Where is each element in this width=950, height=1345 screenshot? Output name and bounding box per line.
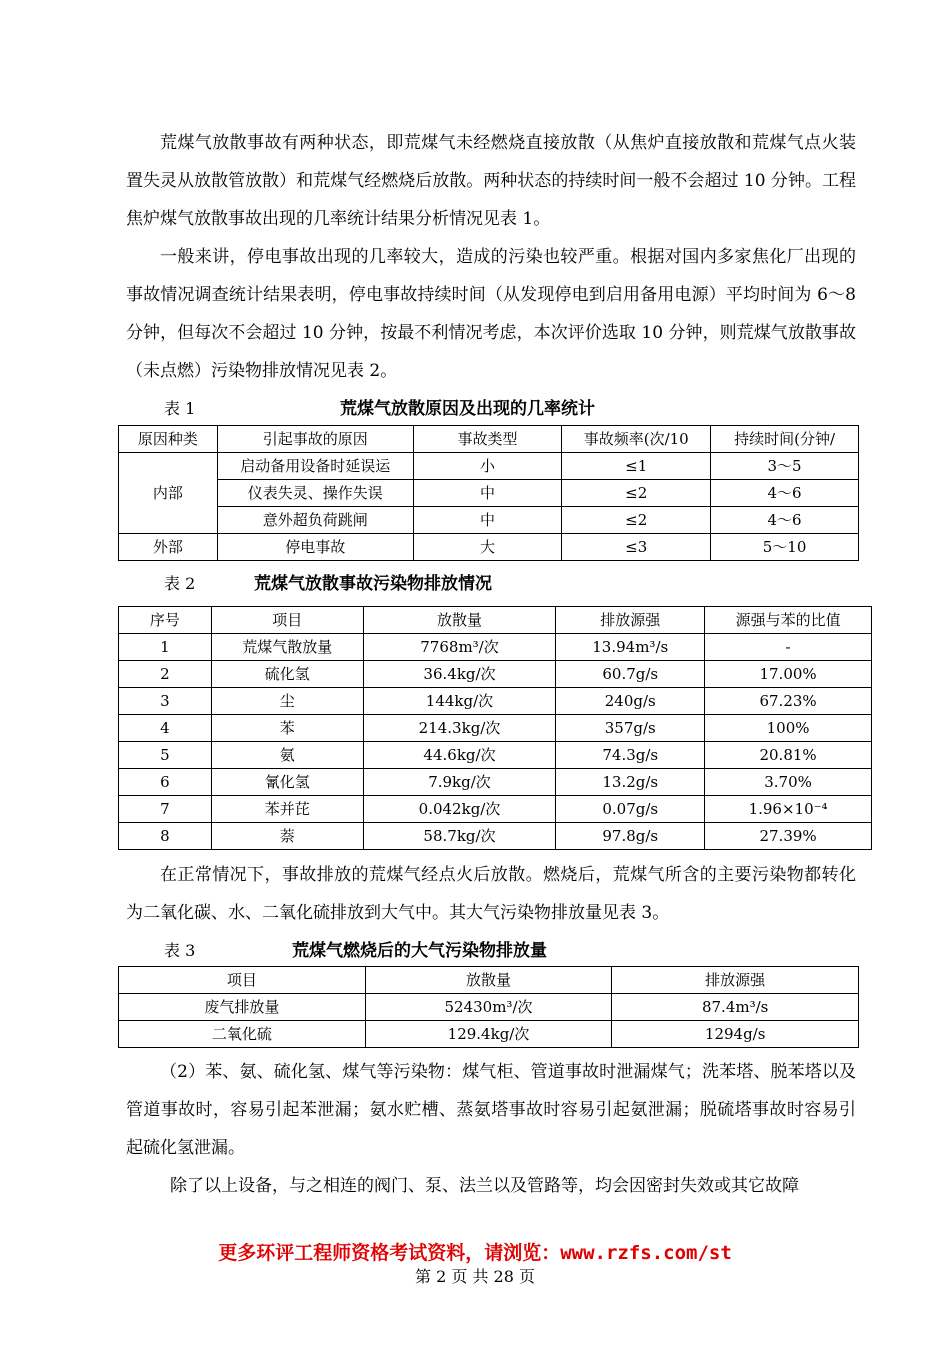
table2-header-cell: 序号 bbox=[119, 607, 212, 634]
table-cell: 100% bbox=[705, 715, 872, 742]
table-cell: 5～10 bbox=[711, 534, 859, 561]
table-row bbox=[119, 769, 872, 796]
table-cell: 氨 bbox=[211, 742, 363, 769]
table-cell: 74.3g/s bbox=[556, 742, 705, 769]
table-cell: 7 bbox=[119, 796, 212, 823]
table-cell: ≤2 bbox=[562, 480, 711, 507]
table-cell: 87.4m³/s bbox=[612, 994, 859, 1021]
table-cell: 尘 bbox=[211, 688, 363, 715]
table2-label: 表 2 bbox=[164, 574, 196, 593]
paragraph-1-text: 荒煤气放散事故有两种状态，即荒煤气未经燃烧直接放散（从焦炉直接放散和荒煤气点火装置失灵从放散管放散）和荒煤气经燃烧后放散。两种状态的持续时间一般不会超过 10 分钟。工程焦炉煤气放散事故出现的几率统计结果分析情况见表 1。 bbox=[126, 133, 856, 229]
table-cell: 萘 bbox=[211, 823, 363, 850]
table-row bbox=[119, 742, 872, 769]
table-cell: 6 bbox=[119, 769, 212, 796]
table2-caption bbox=[164, 572, 492, 596]
table-cell: ≤1 bbox=[562, 453, 711, 480]
table3-header-cell: 项目 bbox=[119, 967, 366, 994]
table-cell: 4 bbox=[119, 715, 212, 742]
table-row bbox=[119, 453, 859, 480]
table-cell: 20.81% bbox=[705, 742, 872, 769]
table-cell: 启动备用设备时延误运 bbox=[217, 453, 413, 480]
table-cell: 0.07g/s bbox=[556, 796, 705, 823]
table-cell: 意外超负荷跳闸 bbox=[217, 507, 413, 534]
table-cell: 17.00% bbox=[705, 661, 872, 688]
table-cell: 停电事故 bbox=[217, 534, 413, 561]
table-cell: 硫化氢 bbox=[211, 661, 363, 688]
table-cell: 4～6 bbox=[711, 507, 859, 534]
table-cell: 7.9kg/次 bbox=[363, 769, 556, 796]
table-row bbox=[119, 507, 859, 534]
table-cell: 小 bbox=[413, 453, 562, 480]
table1-header-cell: 持续时间(分钟/ bbox=[711, 426, 859, 453]
paragraph-5-text: 除了以上设备，与之相连的阀门、泵、法兰以及管路等，均会因密封失效或其它故障 bbox=[170, 1176, 799, 1196]
table-cell: - bbox=[705, 634, 872, 661]
table3-header-row bbox=[119, 967, 859, 994]
paragraph-1 bbox=[126, 124, 856, 238]
table-cell: 5 bbox=[119, 742, 212, 769]
table-cell: 357g/s bbox=[556, 715, 705, 742]
table-row bbox=[119, 715, 872, 742]
table-cell: 大 bbox=[413, 534, 562, 561]
table-cell: 3.70% bbox=[705, 769, 872, 796]
paragraph-4 bbox=[126, 1053, 856, 1167]
table1-header-cell: 事故类型 bbox=[413, 426, 562, 453]
table-cell: 二氧化硫 bbox=[119, 1021, 366, 1048]
table-cell: 仪表失灵、操作失误 bbox=[217, 480, 413, 507]
table1-label: 表 1 bbox=[164, 399, 196, 418]
table2-title: 荒煤气放散事故污染物排放情况 bbox=[254, 574, 492, 594]
table-cell: 67.23% bbox=[705, 688, 872, 715]
paragraph-2 bbox=[126, 238, 856, 390]
table-cell: 13.2g/s bbox=[556, 769, 705, 796]
table-cell: 214.3kg/次 bbox=[363, 715, 556, 742]
table-cell: 36.4kg/次 bbox=[363, 661, 556, 688]
table-cell: 中 bbox=[413, 480, 562, 507]
table-row bbox=[119, 796, 872, 823]
table2-header-cell: 项目 bbox=[211, 607, 363, 634]
table-cell: 58.7kg/次 bbox=[363, 823, 556, 850]
table-cell: 3 bbox=[119, 688, 212, 715]
table3-header-cell: 放散量 bbox=[365, 967, 612, 994]
table1-header-row bbox=[119, 426, 859, 453]
table-cell: 1294g/s bbox=[612, 1021, 859, 1048]
table-cell: 氰化氢 bbox=[211, 769, 363, 796]
page-number: 第 2 页 共 28 页 bbox=[415, 1267, 535, 1286]
paragraph-3 bbox=[126, 856, 856, 932]
table-cell: 0.042kg/次 bbox=[363, 796, 556, 823]
table-row bbox=[119, 480, 859, 507]
footer-promo-link[interactable]: 更多环评工程师资格考试资料，请浏览：www.rzfs.com/st bbox=[218, 1242, 732, 1264]
table3 bbox=[118, 966, 859, 1048]
table-row bbox=[119, 994, 859, 1021]
table1-group-internal: 内部 bbox=[119, 453, 218, 534]
table-row bbox=[119, 823, 872, 850]
table-row bbox=[119, 634, 872, 661]
table2-header-row bbox=[119, 607, 872, 634]
table-cell: 7768m³/次 bbox=[363, 634, 556, 661]
table-cell: 97.8g/s bbox=[556, 823, 705, 850]
table-cell: 52430m³/次 bbox=[365, 994, 612, 1021]
table-cell: ≤3 bbox=[562, 534, 711, 561]
table-cell: 240g/s bbox=[556, 688, 705, 715]
paragraph-2-text: 一般来讲，停电事故出现的几率较大，造成的污染也较严重。根据对国内多家焦化厂出现的事故情况调查统计结果表明，停电事故持续时间（从发现停电到启用备用电源）平均时间为 6～8 分钟，但每次不会超过 10 分钟，按最不利情况考虑，本次评价选取 10 分钟，则荒煤气放散事故（未点燃）污染物排放情况见表 2。 bbox=[126, 247, 856, 381]
paragraph-4-text: （2）苯、氨、硫化氢、煤气等污染物：煤气柜、管道事故时泄漏煤气；洗苯塔、脱苯塔以及管道事故时，容易引起苯泄漏；氨水贮槽、蒸氨塔事故时容易引起氨泄漏；脱硫塔事故时容易引起硫化氢泄漏。 bbox=[126, 1062, 856, 1158]
table2 bbox=[118, 606, 872, 850]
table2-header-cell: 放散量 bbox=[363, 607, 556, 634]
table1-header-cell: 事故频率(次/10 bbox=[562, 426, 711, 453]
table-cell: 129.4kg/次 bbox=[365, 1021, 612, 1048]
paragraph-5 bbox=[126, 1167, 856, 1205]
table-cell: 3～5 bbox=[711, 453, 859, 480]
table-cell: 苯并芘 bbox=[211, 796, 363, 823]
table3-header-cell: 排放源强 bbox=[612, 967, 859, 994]
table-cell: 27.39% bbox=[705, 823, 872, 850]
table-cell: 8 bbox=[119, 823, 212, 850]
table-cell: 1.96×10⁻⁴ bbox=[705, 796, 872, 823]
table-cell: 废气排放量 bbox=[119, 994, 366, 1021]
table-cell: 144kg/次 bbox=[363, 688, 556, 715]
table-row bbox=[119, 688, 872, 715]
table-row bbox=[119, 661, 872, 688]
table-cell: 荒煤气散放量 bbox=[211, 634, 363, 661]
table-cell: 4～6 bbox=[711, 480, 859, 507]
table-cell: 44.6kg/次 bbox=[363, 742, 556, 769]
table-cell: 1 bbox=[119, 634, 212, 661]
table-cell: 60.7g/s bbox=[556, 661, 705, 688]
table-cell: 苯 bbox=[211, 715, 363, 742]
table1-title: 荒煤气放散原因及出现的几率统计 bbox=[340, 399, 595, 419]
table-cell: 2 bbox=[119, 661, 212, 688]
table-cell: 中 bbox=[413, 507, 562, 534]
table1-group-external: 外部 bbox=[119, 534, 218, 561]
table3-title: 荒煤气燃烧后的大气污染物排放量 bbox=[292, 941, 547, 961]
table2-header-cell: 源强与苯的比值 bbox=[705, 607, 872, 634]
table2-header-cell: 排放源强 bbox=[556, 607, 705, 634]
table3-label: 表 3 bbox=[164, 941, 196, 960]
table1-header-cell: 原因种类 bbox=[119, 426, 218, 453]
table-row bbox=[119, 1021, 859, 1048]
table1 bbox=[118, 425, 859, 561]
table-cell: 13.94m³/s bbox=[556, 634, 705, 661]
table3-caption bbox=[164, 939, 547, 963]
table-row bbox=[119, 534, 859, 561]
table1-caption bbox=[164, 397, 595, 421]
table1-header-cell: 引起事故的原因 bbox=[217, 426, 413, 453]
table-cell: ≤2 bbox=[562, 507, 711, 534]
paragraph-3-text: 在正常情况下，事故排放的荒煤气经点火后放散。燃烧后，荒煤气所含的主要污染物都转化为二氧化碳、水、二氧化硫排放到大气中。其大气污染物排放量见表 3。 bbox=[126, 865, 856, 923]
